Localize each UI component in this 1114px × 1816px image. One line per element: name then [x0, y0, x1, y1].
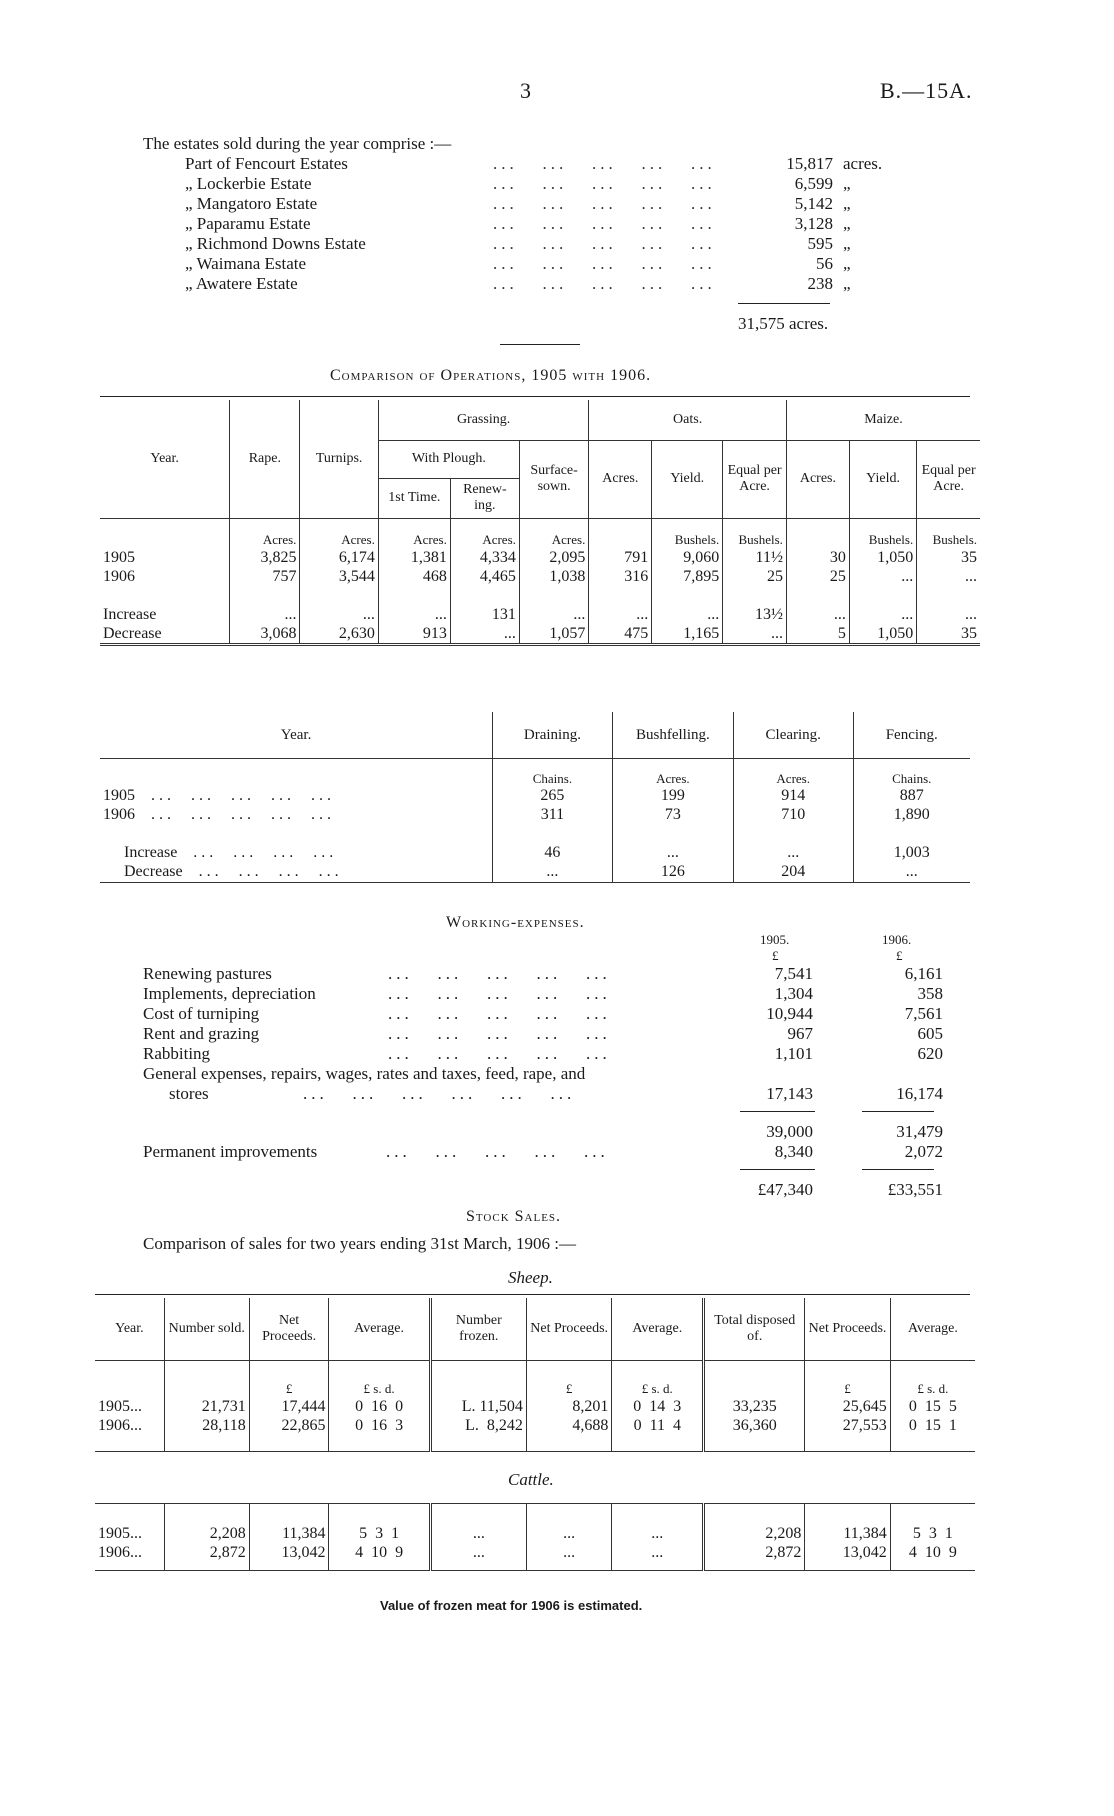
table-row: 1906 757 3,544 468 4,465 1,038 316 7,895 25 25 ... ...	[100, 567, 980, 586]
total-1906: £33,551	[887, 1180, 943, 1199]
col-rape: Rape.	[230, 400, 300, 518]
table-row: Decrease ... ... ... ... ... 126 204 ...	[100, 863, 970, 883]
table-row: Decrease 3,068 2,630 913 ... 1,057 475 1,165 ... 5 1,050 35	[100, 624, 980, 645]
divider	[862, 1111, 934, 1112]
list-item: „ Paparamu Estate ... ... ... ... ... 3,128 „	[185, 214, 851, 233]
list-item: „ Awatere Estate ... ... ... ... ... 238 „	[185, 274, 851, 293]
table-row: Increase ... ... ... ... 46 ... ... 1,003	[100, 844, 970, 863]
stock-sales-table	[95, 1298, 975, 1571]
col-grassing: Grassing.	[378, 400, 588, 440]
col-oats-yield: Yield.	[652, 440, 723, 518]
col-average-total: Average.	[890, 1298, 975, 1361]
page-number: 3	[520, 78, 531, 103]
col-with-plough: With Plough.	[378, 440, 519, 478]
col-turnips: Turnips.	[300, 400, 378, 518]
col-oats-equal: Equal per Acre.	[723, 440, 787, 518]
col-average-frozen: Average.	[612, 1298, 704, 1361]
subtotal-1906: 31,479	[896, 1122, 943, 1141]
subtotal-1905: 39,000	[766, 1122, 813, 1141]
col-maize-equal: Equal per Acre.	[917, 440, 980, 518]
table-row: 1905... 2,208 11,384 5 3 1 ... ... ... 2,208 11,384 5 3 1	[95, 1524, 975, 1544]
col-number-sold: Number sold.	[164, 1298, 249, 1361]
table-row: 1905 ... ... ... ... ... 265 199 914 887	[100, 787, 970, 806]
list-item: Renewing pastures ... ... ... ... ... 7,541 6,161	[143, 964, 943, 983]
total-1905: £47,340	[757, 1180, 813, 1199]
table-row: £ £ s. d. £ £ s. d. £ £ s. d.	[95, 1361, 975, 1397]
table-row: Chains. Acres. Acres. Chains.	[100, 759, 970, 787]
sheep-title: Sheep.	[508, 1268, 553, 1287]
table-row: 1905 3,825 6,174 1,381 4,334 2,095 791 9,060 11½ 30 1,050 35	[100, 548, 980, 567]
col-year: Year.	[115, 1321, 144, 1336]
table-row: 1906 ... ... ... ... ... 311 73 710 1,890	[100, 806, 970, 825]
col-fencing: Fencing.	[853, 712, 970, 759]
estates-intro: The estates sold during the year comprise :—	[143, 134, 452, 153]
list-item: Rabbiting ... ... ... ... ... 1,101 620	[143, 1044, 943, 1063]
col-total-disposed: Total disposed of.	[714, 1313, 796, 1344]
list-item: stores ... ... ... ... ... ... 17,143 16,174	[169, 1084, 943, 1103]
cattle-title: Cattle.	[508, 1470, 554, 1489]
working-expenses-title: Working-expenses.	[446, 914, 585, 931]
table-row: Acres. Acres. Acres. Acres. Acres. Bushels. Bushels. Bushels. Bushels.	[100, 518, 980, 548]
list-item: Rent and grazing ... ... ... ... ... 967 605	[143, 1024, 943, 1043]
divider	[740, 1111, 815, 1112]
expenses-list	[143, 964, 943, 1104]
list-item: Implements, depreciation ... ... ... ... ... 1,304 358	[143, 984, 943, 1003]
col-first-time: 1st Time.	[378, 478, 450, 518]
divider	[862, 1169, 934, 1170]
col-oats-acres: Acres.	[589, 440, 652, 518]
stock-sales-title: Stock Sales.	[466, 1208, 562, 1225]
col-renewing: Renew-ing.	[450, 478, 519, 518]
table-row: 1905... 21,731 17,444 0 16 0 L. 11,504 8,201 0 14 3 33,235 25,645 0 15 5	[95, 1397, 975, 1417]
table-row: 1906... 2,872 13,042 4 10 9 ... ... ... 2,872 13,042 4 10 9	[95, 1544, 975, 1571]
currency-1906: £	[896, 948, 903, 963]
col-draining: Draining.	[493, 712, 613, 759]
estates-list	[143, 154, 943, 294]
col-1905: 1905.	[760, 932, 790, 947]
col-surface-sown: Surface-sown.	[519, 440, 588, 518]
col-net-proceeds-total: Net Proceeds.	[805, 1298, 890, 1361]
col-number-frozen: Number frozen.	[455, 1313, 502, 1344]
col-year: Year.	[150, 450, 179, 466]
list-item: „ Waimana Estate ... ... ... ... ... 56 „	[185, 254, 851, 273]
col-clearing: Clearing.	[733, 712, 853, 759]
col-oats: Oats.	[589, 400, 787, 440]
divider	[95, 1294, 970, 1295]
col-net-proceeds-frozen: Net Proceeds.	[526, 1298, 611, 1361]
estates-total: 31,575 acres.	[738, 314, 829, 333]
stock-sales-intro: Comparison of sales for two years ending 31st March, 1906 :—	[143, 1234, 576, 1253]
divider	[740, 1169, 815, 1170]
divider	[100, 396, 970, 397]
permanent-improvements-label: Permanent improvements	[143, 1142, 318, 1161]
col-bushfelling: Bushfelling.	[612, 712, 733, 759]
list-item: General expenses, repairs, wages, rates and taxes, feed, rape, and	[143, 1064, 586, 1083]
improvements-table	[100, 712, 970, 883]
col-maize-yield: Yield.	[849, 440, 916, 518]
col-maize-acres: Acres.	[786, 440, 849, 518]
list-item: „ Mangatoro Estate ... ... ... ... ... 5,142 „	[185, 194, 851, 213]
list-item: Cost of turniping ... ... ... ... ... 10,944 7,561	[143, 1004, 943, 1023]
document-code: B.—15A.	[880, 78, 973, 103]
list-item: „ Richmond Downs Estate ... ... ... ... ... 595 „	[185, 234, 851, 253]
list-item: Part of Fencourt Estates ... ... ... ... ... 15,817 acres.	[185, 154, 883, 173]
footnote: Value of frozen meat for 1906 is estimated.	[380, 1598, 643, 1613]
col-1906: 1906.	[882, 932, 912, 947]
table-row: 1906... 28,118 22,865 0 16 3 L. 8,242 4,688 0 11 4 36,360 27,553 0 15 1	[95, 1417, 975, 1452]
operations-table	[100, 400, 980, 646]
currency-1905: £	[772, 948, 779, 963]
divider	[500, 344, 580, 345]
col-net-proceeds: Net Proceeds.	[249, 1298, 329, 1361]
col-year: Year.	[280, 726, 312, 743]
col-maize: Maize.	[786, 400, 980, 440]
operations-title: Comparison of Operations, 1905 with 1906.	[330, 367, 652, 384]
table-row: Increase ... ... ... 131 ... ... ... 13½ ... ... ...	[100, 605, 980, 624]
permanent-1905: 8,340	[774, 1142, 813, 1161]
col-average: Average.	[329, 1298, 430, 1361]
list-item: „ Lockerbie Estate ... ... ... ... ... 6,599 „	[185, 174, 851, 193]
divider	[738, 303, 830, 304]
permanent-1906: 2,072	[904, 1142, 943, 1161]
